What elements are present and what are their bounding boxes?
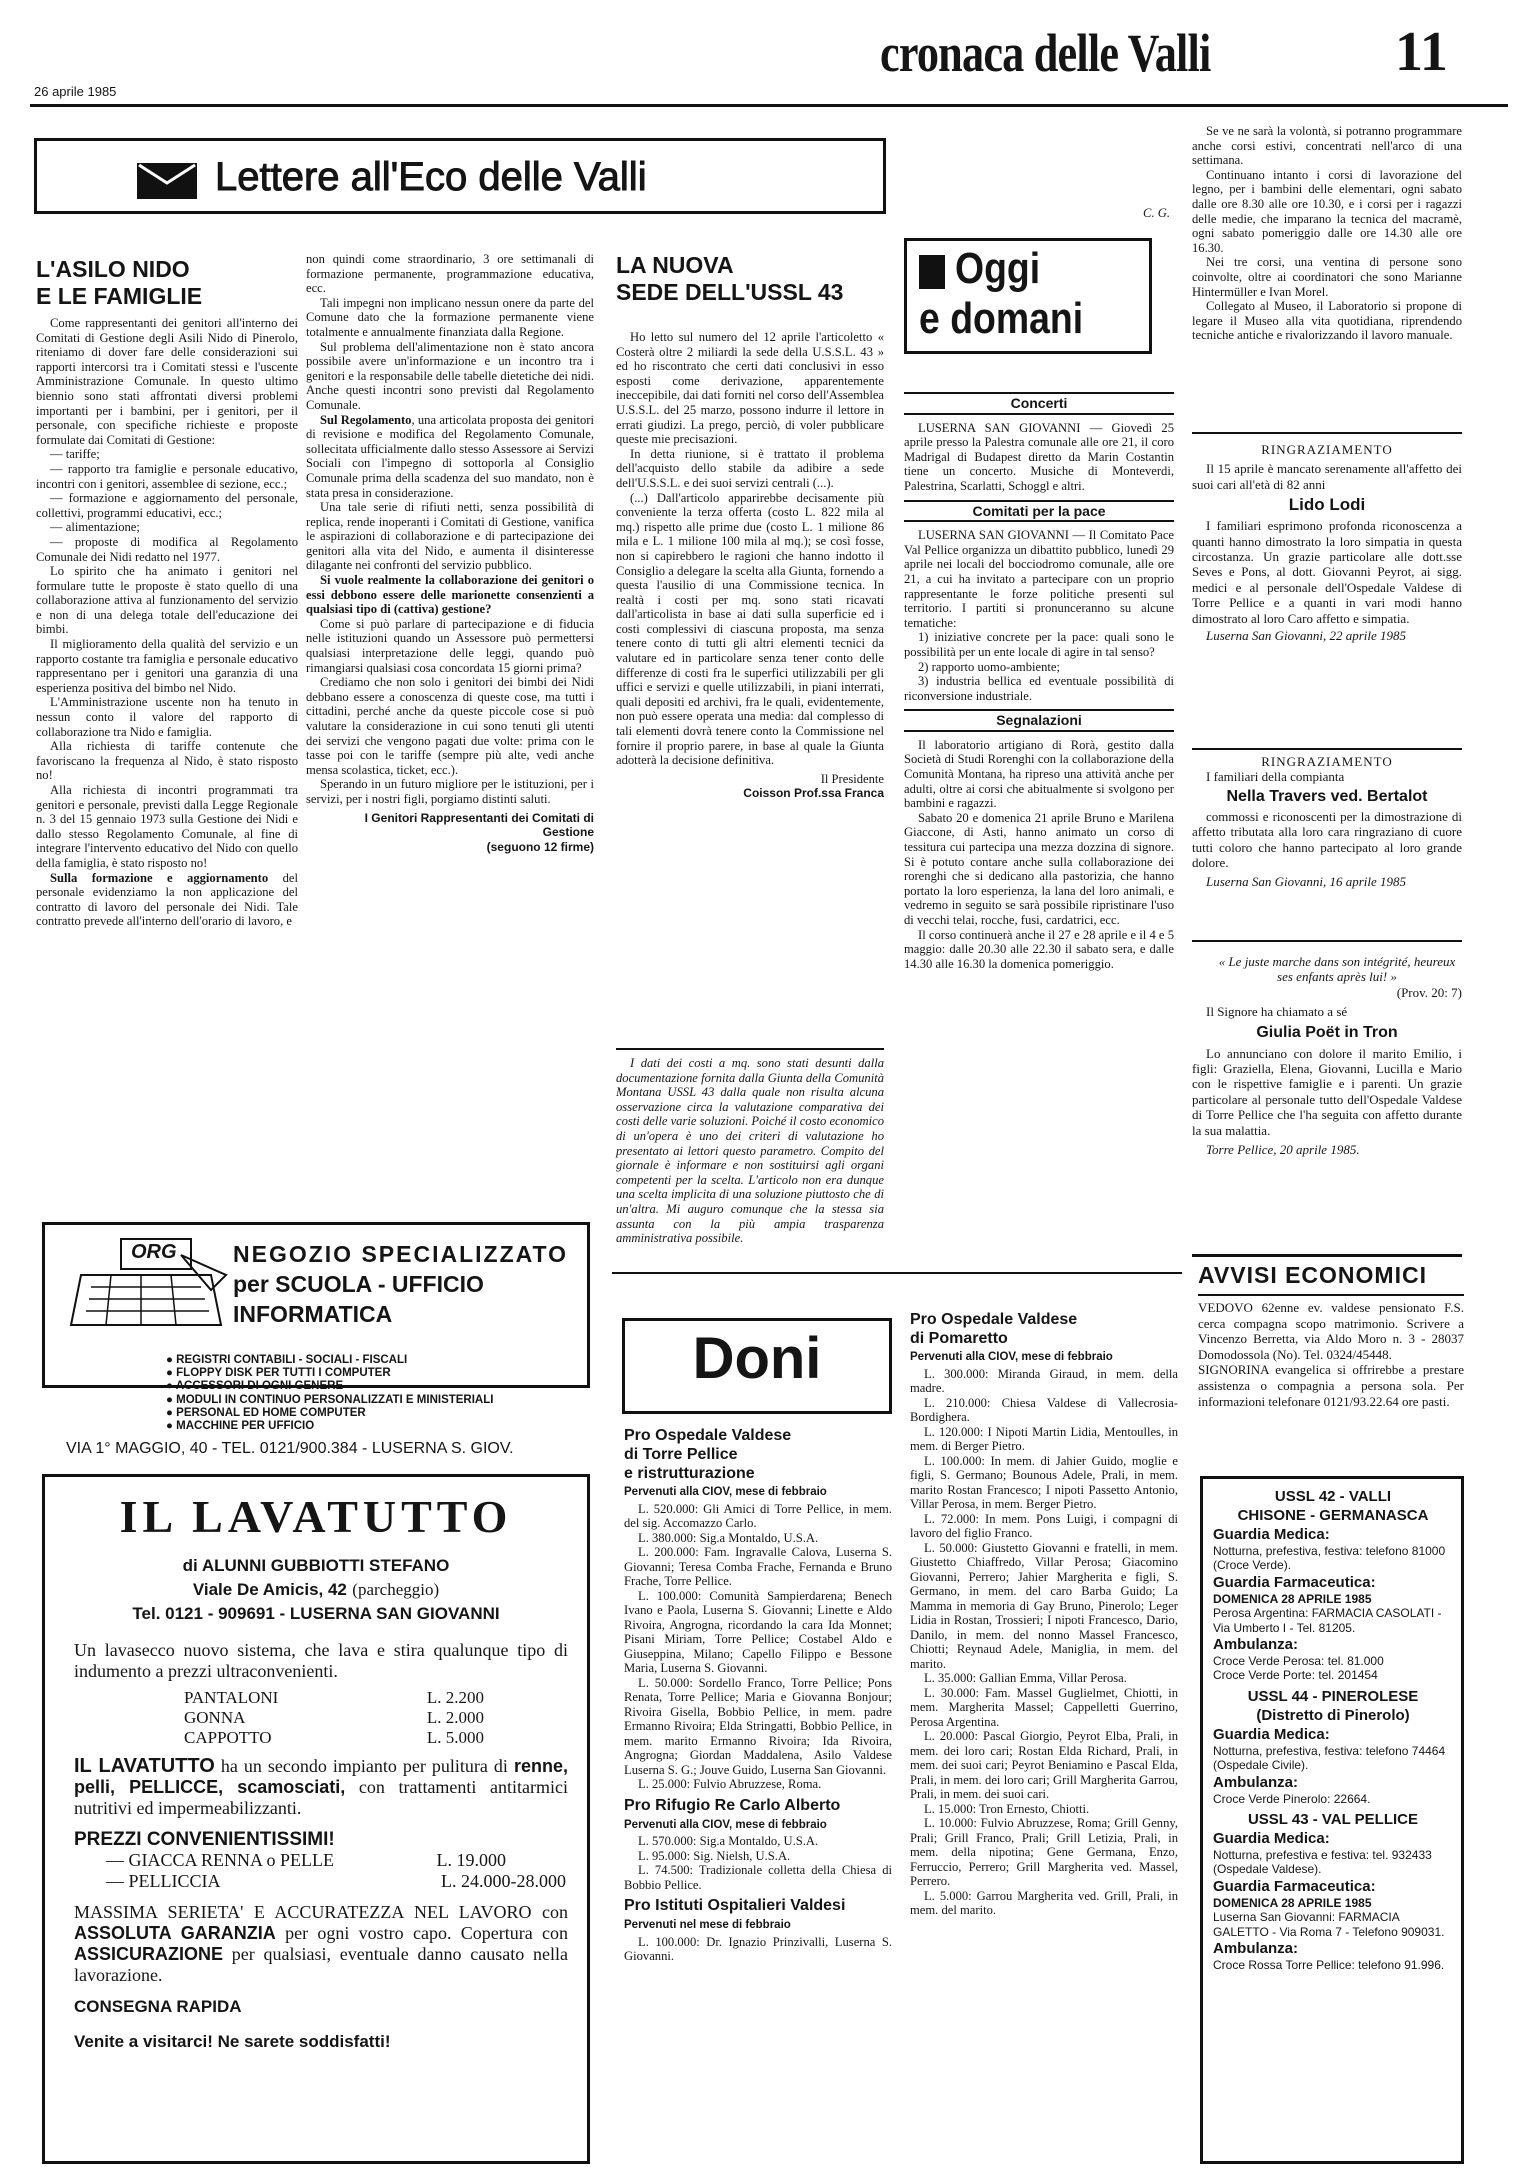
lavatutto-price-list [184, 1688, 484, 1748]
bullet-icon: ● [166, 1420, 177, 1433]
segnalazioni-text: Il corso continuerà anche il 27 e 28 aprile e il 4 e 5 maggio: dalle 20.30 alle 22.30 il sabato sera, e dalle 14.30 alle 16.30 la domenica pomeriggio. [904, 927, 1174, 971]
right-separator [1192, 432, 1462, 434]
necrologio-intro: Il Signore ha chiamato a sé [1206, 1004, 1348, 1020]
doni-entry: L. 10.000: Fulvio Abruzzese, Roma; Grill Genny, Prali; Grill Franco, Prali; Grill Letizia, Prali, in mem. della nipotina; Gene Germana, Enzo, Ferruccio, Perrero; Grill Margherita ved. Massel, Perrero. [910, 1816, 1178, 1888]
doni-entry: L. 200.000: Fam. Ingravalle Calova, Luserna S. Giovanni; Teresa Comba Frache, Fernanda e Bruno Frache, Torre Pellice. [624, 1545, 892, 1588]
guardia-text: Notturna, prefestiva e festiva: tel. 932433 (Ospedale Valdese). [1213, 1848, 1432, 1877]
asilo-bold-lead: Sul Regolamento [320, 412, 412, 427]
ussl-paragraph: (...) Dall'articolo apparirebbe decisamente più conveniente la terza offerta (costo L. 822 mila al mq.) rispetto alle prime due (costo L. 1 milione 86 mila e L. 1 milione 100 mila al mq.); se così fosse, non si capirebbero le ragioni che hanno indotto il Consiglio a delegare la scelta alla Giunta, fornendo a questa l'ausilio di una Commissione tecnica. In realtà i costi per mq. sono stati ricavati dall'articolista in base ai dati sulla superficie ed i costi complessivi di ciascuna proposta, ma senza tenere conto di tutti gli altri elementi tecnici da valutare ed in particolare senza tener conto delle differenze di costi fra le superfici utilizzabili per gli uffici e servizi e quelle utilizzabili, in piani interrati, quali depositi ed archivi, fra le quali, evidentemente, non può essere operata una media: dal complesso di tali elementi dovrà tenere conto la Commissione nel fornire il proprio parere, in base al quale la Giunta adotterà la decisione definitiva. [616, 490, 884, 768]
lavatutto-delivery: CONSEGNA RAPIDA [74, 1997, 242, 2016]
ringraziamento-place: Luserna San Giovanni, 16 aprile 1985 [1206, 874, 1407, 890]
guardia-farmaceutica-label: Guardia Farmaceutica: [1213, 1573, 1376, 1591]
asilo-paragraph: Alla richiesta di incontri programmati tra genitori e personale, previsti dalla Legge Regionale n. 3 del 15 gennaio 1973 sulla Gestione dei Nidi e dallo stesso Regolamento Comunale, al fine di integrare l'intervento educativo del Nido con quello della famiglia, è stato risposto no! [36, 783, 298, 870]
ussl-editor-note-text: I dati dei costi a mq. sono stati desunti dalla documentazione fornita dalla Giunta della Comunità Montana USSL 43 dalla quale non risulta alcuna osservazione circa la valutazione comparativa dei costi delle varie soluzioni. Poiché il costo economico di un'opera è uno dei criteri di valutazione ho presentato ai lettori questo parametro. Compito del giornale è informare e non sostituirsi agli organi competenti per la scelta. L'articolo non era dunque una scelta implicita di una soluzione piuttosto che di un'altra. Mi auguro comunque che la stessa sia assunta con la più ampia trasparenza amministrativa possibile. [616, 1056, 884, 1246]
guardia-text: Notturna, prefestiva, festiva: telefono 81000 (Croce Verde). [1213, 1544, 1446, 1573]
guardia-date: DOMENICA 28 APRILE 1985 [1213, 1591, 1372, 1606]
oggi-column [904, 386, 1174, 971]
price-item: CAPPOTTO [184, 1728, 272, 1747]
ad-org-line: INFORMATICA [233, 1301, 393, 1327]
guardia-text: Croce Verde Pinerolo: 22664. [1213, 1791, 1371, 1806]
offer-price: L. 19.000 [436, 1850, 506, 1870]
necrologio-place: Torre Pellice, 20 aprile 1985. [1206, 1142, 1360, 1158]
asilo-bold-lead: Sulla formazione e aggiornamento [50, 870, 269, 885]
ad-org-item [166, 1394, 586, 1407]
doni-box [622, 1318, 892, 1414]
asilo-text: , una articolata proposta dei genitori di revisione e modifica del Regolamento Comunale, sollecitata ufficialmente dallo stesso Assessore ai Servizi Sociali con l'impegno di sottoporla al Consiglio Comunale prima della scadenza del suo mandato, non è stata presa in considerazione. [306, 412, 594, 500]
price-item: PANTALONI [184, 1688, 279, 1707]
ad-org-item [166, 1367, 586, 1380]
segnalazioni-heading: Segnalazioni [904, 709, 1174, 732]
guardia-date: DOMENICA 28 APRILE 1985 [1213, 1895, 1372, 1910]
guardia-medica-label: Guardia Medica: [1213, 1830, 1330, 1848]
ad-org-item-text: ACCESSORI DI OGNI GENERE [175, 1380, 344, 1393]
ringraziamento-place: Luserna San Giovanni, 22 aprile 1985 [1206, 628, 1407, 644]
oggi-box [904, 238, 1152, 354]
doni-column-1 [624, 1426, 892, 1964]
doni-section-subheading: Pervenuti alla CIOV, mese di febbraio [624, 1818, 827, 1831]
price-value: L. 2.200 [426, 1688, 484, 1707]
lavatutto-text: con trattamenti antitarmici nutritivi ed impermeabilizzanti. [74, 1777, 568, 1818]
ussl-title [616, 252, 843, 306]
lavatutto-bold: renne, pelli, PELLICCE, scamosciati, [74, 1756, 568, 1797]
comitati-list-item: 3) industria bellica ed eventuale possibilità di riconversione industriale. [904, 674, 1174, 703]
ad-org-headline [233, 1239, 568, 1329]
lavatutto-address [42, 1580, 590, 1600]
ad-org-item [166, 1420, 586, 1433]
right-column-top [1192, 124, 1462, 343]
lavatutto-price-row [184, 1728, 484, 1748]
doni-entry: L. 5.000: Garrou Margherita ved. Grill, Prali, in mem. del marito. [910, 1888, 1178, 1917]
doni-section-subheading: Pervenuti nel mese di febbraio [624, 1919, 791, 1931]
ad-org-item-text: PERSONAL ED HOME COMPUTER [176, 1406, 366, 1419]
lavatutto-bold: ASSICURAZIONE [74, 1944, 224, 1964]
avviso-text: VEDOVO 62enne ev. valdese pensionato F.S. cerca compagna scopo matrimonio. Scrivere a Vincenzo Berretta, via Aldo Moro n. 3 - 28037 Domodossola (No). Tel. 0324/45448. [1198, 1300, 1464, 1362]
offer-item: — PELLICCIA [106, 1871, 221, 1891]
lavatutto-guarantee [74, 1902, 568, 1986]
ad-org-item [166, 1407, 586, 1420]
guardia-medica-label: Guardia Medica: [1213, 1526, 1330, 1543]
guardia-heading: (Distretto di Pinerolo) [1256, 1706, 1410, 1724]
ringraziamento-heading: RINGRAZIAMENTO [1261, 442, 1393, 457]
asilo-title-line2: E LE FAMIGLIE [36, 283, 203, 309]
lavatutto-phone: Tel. 0121 - 909691 - LUSERNA SAN GIOVANNI [132, 1604, 500, 1623]
asilo-paragraph: non quindi come straordinario, 3 ore settimanali di formazione permanente, programmazione educativa, ecc. [306, 252, 594, 296]
doni-column-2 [910, 1310, 1178, 1918]
doni-section-heading: Pro Ospedale Valdese [910, 1311, 1078, 1328]
bullet-icon: ● [166, 1367, 177, 1380]
right-separator [1192, 748, 1462, 750]
letters-banner-title: Lettere all'Eco delle Valli [215, 155, 647, 199]
ringraziamento-name: Lido Lodi [1288, 495, 1366, 515]
lavatutto-intro: Un lavasecco nuovo sistema, che lava e stira qualunque tipo di indumento a prezzi ultraconvenienti. [74, 1640, 568, 1681]
asilo-list-item: — alimentazione; [50, 520, 140, 535]
offer-item: — GIACCA RENNA o PELLE [106, 1850, 335, 1870]
guardia-text: Croce Verde Perosa: tel. 81.000 [1213, 1654, 1384, 1669]
concerti-heading: Concerti [904, 392, 1174, 415]
ussl-title-line2: SEDE DELL'USSL 43 [616, 279, 844, 305]
doni-entry: L. 120.000: I Nipoti Martin Lidia, Mentoulles, in mem. di Berger Pietro. [910, 1424, 1178, 1453]
ambulanza-label: Ambulanza: [1213, 1773, 1299, 1791]
header-rule [30, 104, 1508, 107]
guardia-medica-label: Guardia Medica: [1213, 1725, 1330, 1743]
asilo-title [36, 256, 202, 310]
lavatutto-text: per ogni vostro capo. Copertura con [285, 1923, 568, 1943]
avvisi-column [1198, 1300, 1464, 1409]
ad-org-items [166, 1354, 586, 1433]
comitati-list-item: 2) rapporto uomo-ambiente; [918, 659, 1060, 674]
lavatutto-second-plant [74, 1756, 568, 1819]
avvisi-heading: AVVISI ECONOMICI [1198, 1262, 1427, 1288]
necrologio-reference: (Prov. 20: 7) [1396, 984, 1462, 1000]
oggi-title-line1: Oggi [955, 244, 1041, 293]
doni-entry: L. 30.000: Fam. Massel Guglielmet, Chiotti, in mem. Margherita Massel; Cappelletti Guerrino, Perosa Argentina. [910, 1685, 1178, 1729]
ringraziamento-heading: RINGRAZIAMENTO [1261, 754, 1393, 769]
price-item: GONNA [184, 1708, 246, 1727]
lavatutto-offer-row [106, 1850, 506, 1871]
asilo-paragraph: Alla richiesta di tariffe contenute che favoriscano la frequenza al Nido, è stato risposto no! [36, 739, 298, 783]
doni-section-heading: di Pomaretto [910, 1330, 1008, 1347]
ad-org-item-text: MACCHINE PER UFFICIO [176, 1420, 315, 1433]
ussl-editor-signature: C. G. [1143, 206, 1170, 220]
guardia-heading: USSL 44 - PINEROLESE [1247, 1687, 1419, 1705]
avvisi-rule [1198, 1294, 1464, 1296]
price-value: L. 2.000 [426, 1708, 484, 1727]
doni-entry: L. 50.000: Sordello Franco, Torre Pellice; Pons Renata, Torre Pellice; Maria e Giovanna Bonjour; Rivoira Gisella, Bobbio Pellice, in mem. padre Ermanno Rivoira; Elda Stringatti, Bobbio Pellice, in mem. marito Ermanno Rivoira; Ida Rivoira, Angrogna; Giordan Maddalena, Asilo Valdese Luserna S. G.; Jouve Guido, Luserna San Giovanni. [624, 1675, 892, 1777]
lavatutto-parking: (parcheggio) [352, 1580, 440, 1599]
lavatutto-text: per qualsiasi, eventuale danno causato nella lavorazione. [74, 1944, 568, 1985]
lavatutto-body [74, 1640, 568, 2052]
guardia-content [1213, 1487, 1453, 1973]
ringraziamento-lodi [1192, 442, 1462, 643]
guardia-text: Notturna, prefestiva, festiva: telefono 74464 (Ospedale Civile). [1213, 1743, 1446, 1773]
segnalazioni-text: Nei tre corsi, una ventina di persone sono coinvolte, oltre ai coordinatori che sono Marianne Hintermüller e Ivan Morel. [1192, 255, 1462, 299]
necrologio-quote: « Le juste marche dans son intégrité, heureux ses enfants après lui! » [1218, 954, 1456, 985]
lavatutto-title: IL LAVATUTTO [119, 1491, 513, 1542]
bullet-icon: ● [166, 1406, 177, 1419]
letters-banner [34, 138, 886, 214]
doni-section-heading: e ristrutturazione [624, 1465, 755, 1482]
guardia-text: Luserna San Giovanni: FARMACIA GALETTO - Via Roma 7 - Telefono 909031. [1213, 1910, 1445, 1939]
ussl-paragraph: Ho letto sul numero del 12 aprile l'articoletto « Costerà oltre 2 miliardi la sede della U.S.S.L. 43 » ed ho riscontrato che certi dati conclusivi in esso esposti come derivazione, apparentemente ineccepibile, dai dati forniti nel corso dell'Assemblea U.S.S.L. del 25 marzo, possono indurre il lettore in errati giudizi. La prego, perciò, di voler pubblicare queste mie precisazioni. [616, 330, 884, 447]
masthead: cronaca delle Valli [880, 23, 1211, 83]
doni-entry: L. 100.000: Dr. Ignazio Prinzivalli, Luserna S. Giovanni. [624, 1934, 892, 1963]
ad-org-item-text: MODULI IN CONTINUO PERSONALIZZATI E MINISTERIALI [176, 1393, 494, 1406]
segnalazioni-text: Sabato 20 e domenica 21 aprile Bruno e Marilena Giaccone, di Asti, hanno animato un corso di tessitura cui partecipa una mezza dozzina di signore. Si è potuto contare anche sulla collaborazione dei rorenghi che si dedicano alla pastorizia, che hanno portato la loro esperienza, la lana del loro animali, e vedremo in seguito se sarà possibile ripristinare l'uso di vecchi telai, rocche, fusi, cardatrici, ecc. [904, 810, 1174, 927]
necrologio-text: Lo annunciano con dolore il marito Emilio, i figli: Graziella, Elena, Giovanni, Lucilla e Mario con le rispettive famiglie e i parenti. Un grazie particolare al personale tutto dell'Ospedale Valdese di Torre Pellice che l'ha seguita con affetto durante la sua malattia. [1192, 1045, 1462, 1138]
doni-entry: L. 520.000: Gli Amici di Torre Pellice, in mem. del sig. Accomazzo Carlo. [624, 1501, 892, 1530]
ad-org-item [166, 1354, 586, 1367]
guardia-heading: CHISONE - GERMANASCA [1237, 1507, 1429, 1524]
ussl-title-line1: LA NUOVA [616, 252, 734, 278]
lavatutto-brand: IL LAVATUTTO [74, 1755, 215, 1777]
doni-entry: L. 35.000: Gallian Emma, Villar Perosa. [924, 1671, 1127, 1685]
asilo-list-item: — formazione e aggiornamento del personale, collettivi, programmi educativi, ecc.; [36, 491, 298, 520]
ad-org-item-text: FLOPPY DISK PER TUTTI I COMPUTER [176, 1367, 391, 1380]
guardia-heading: USSL 42 - VALLI [1274, 1488, 1392, 1505]
lavatutto-bold: ASSOLUTA GARANZIA [74, 1923, 276, 1943]
bullet-icon: ● [166, 1393, 177, 1406]
doni-entry: L. 570.000: Sig.a Montaldo, U.S.A. [638, 1834, 819, 1848]
office-supplies-logo-icon [61, 1235, 231, 1335]
asilo-text: del personale evidenziamo la non applicazione del contratto di lavoro del personale dei Nidi. Tale contratto prevede all'interno dell'orario di lavoro, e [36, 870, 298, 929]
doni-entry: L. 25.000: Fulvio Abruzzese, Roma. [638, 1777, 822, 1791]
ussl-signature-name: Coisson Prof.ssa Franca [743, 786, 884, 801]
doni-top-rule [612, 1272, 1182, 1274]
doni-entry: L. 300.000: Miranda Giraud, in mem. della madre. [910, 1366, 1178, 1395]
asilo-paragraph: Si vuole realmente la collaborazione dei genitori o essi debbono essere delle marionette consenzienti a qualsiasi tipo di (cattiva) gestione? [306, 573, 594, 617]
ambulanza-label: Ambulanza: [1213, 1940, 1299, 1958]
ad-org-item [166, 1380, 586, 1393]
segnalazioni-text: Il laboratorio artigiano di Rorà, gestito dalla Società di Studi Rorenghi con la collaborazione della Comunità Montana, ha ripreso una attività anche per adulti, oltre ai corsi che abitualmente si svolgono per bambini e ragazzi. [904, 737, 1174, 811]
asilo-paragraph: Tali impegni non implicano nessun onere da parte del Comune dato che la formazione permanente viene totalmente e annualmente finanziata dalla Regione. [306, 295, 594, 339]
bullet-icon: ● [166, 1380, 176, 1393]
asilo-paragraph: Sperando in un futuro migliore per le istituzioni, per i servizi, per i nostri figli, porgiamo distinti saluti. [306, 777, 594, 806]
asilo-paragraph: Una tale serie di rifiuti netti, senza possibilità di replica, rende inoperanti i Comitati di Gestione, vanifica le aspirazioni di collaborazione e di partecipazione dei genitori alla vita del Nido, e aumenta il disinteresse dilagante nei confronti del servizio pubblico. [306, 500, 594, 573]
doni-section-heading: Pro Ospedale Valdese [624, 1427, 792, 1444]
doni-entry: L. 15.000: Tron Ernesto, Chiotti. [924, 1801, 1090, 1816]
lavatutto-offer-row [106, 1871, 566, 1892]
right-separator [1192, 1254, 1462, 1257]
segnalazioni-text: Collegato al Museo, il Laboratorio si propone di legare il Museo alla vita quotidiana, riprendendo tecniche antiche e rivalorizzando il lavoro manuale. [1192, 299, 1462, 343]
asilo-title-line1: L'ASILO NIDO [36, 256, 190, 282]
ringraziamento-text: commossi e riconoscenti per la dimostrazione di affetto tributata alla loro cara ringraziano di cuore tutti coloro che hanno partecipato al loro grande dolore. [1192, 808, 1462, 871]
lavatutto-price-row [184, 1708, 484, 1728]
ad-org-logo-text: ORG [131, 1241, 177, 1263]
asilo-list-item: — tariffe; [50, 447, 100, 462]
lavatutto-text: MASSIMA SERIETA' E ACCURATEZZA NEL LAVORO con [74, 1902, 568, 1922]
avviso-text: SIGNORINA evangelica si offrirebbe a prestare assistenza o compagnia a persona sola. Per informazioni telefonare 0121/93.22.64 ore pasti. [1198, 1362, 1464, 1409]
lavatutto-street: Viale De Amicis, 42 [192, 1580, 347, 1599]
comitati-heading: Comitati per la pace [904, 500, 1174, 523]
guardia-text: Perosa Argentina: FARMACIA CASOLATI - Via Umberto I - Tel. 81205. [1213, 1606, 1442, 1635]
issue-date: 26 aprile 1985 [34, 84, 117, 99]
asilo-column-1 [36, 316, 298, 929]
doni-entry: L. 72.000: In mem. Pons Luigi, i compagni di lavoro del figlio Franco. [910, 1511, 1178, 1540]
right-separator [1192, 940, 1462, 942]
guardia-farmaceutica-label: Guardia Farmaceutica: [1213, 1877, 1376, 1895]
doni-entry: L. 50.000: Giustetto Giovanni e fratelli, in mem. Giustetto Chiaffredo, Villar Perosa; Giacomino Giovanni, Perrero; Jahier Margherita e figli, S. Germano, in mem. del caro Barba Guido; La Mamma in memoria di Gay Bruno, Pinerolo; Leger Lidia in Rostan, Trossieri; I nipoti Francesco, Dario, Danilo, in mem. del nonno Massel Francesco, Chiotti; Reynaud Adele, Maniglia, in mem. del marito. [910, 1540, 1178, 1671]
doni-entry: L. 100.000: In mem. di Jahier Guido, moglie e figli, S. Germano; Bounous Adele, Prali, in mem. marito Rostan Francesco; I nipoti Passetto Antonio, Villar Perosa, in mem. Berger Pietro. [910, 1453, 1178, 1511]
asilo-paragraph: Come si può parlare di partecipazione e di fiducia nelle istituzioni quando un Assessore può permettersi qualsiasi interpretazione delle leggi, quando può rimangiarsi qualsiasi cosa concordata 15 giorni prima? [306, 616, 594, 675]
asilo-signature: I Genitori Rappresentanti dei Comitati di Gestione [364, 810, 594, 840]
doni-entry: L. 380.000: Sig.a Montaldo, U.S.A. [638, 1530, 819, 1545]
envelope-icon [137, 163, 197, 199]
ad-org-line: NEGOZIO SPECIALIZZATO [233, 1241, 569, 1267]
necrologio-name: Giulia Poët in Tron [1256, 1023, 1398, 1041]
ringraziamento-text: I familiari esprimono profonda riconoscenza a quanti hanno dimostrato la loro simpatia in questa circostanza. Un grazie particolare alle dott.sse Seves e Pons, al dott. Giovanni Peyrot, ai sigg. medici e al personale dell'Ospedale Valdese di Torre Pellice e a quanti in vari modi hanno dimostrato al loro Caro affetto e simpatia. [1192, 518, 1462, 626]
ringraziamento-bertalot [1192, 754, 1462, 890]
asilo-paragraph: Crediamo che non solo i genitori dei bimbi dei Nidi debbano essere a conoscenza di queste cose, ma tutti i cittadini, perché anche da queste piccole cose si può valutare la considerazione in cui sono tenuti gli utenti dei servizi che vengono pagati due volte: prima con le tasse poi con le tariffe (sempre più alte, vedi anche mensa scolastica, ticket, ecc.). [306, 675, 594, 777]
ussl-column [616, 330, 884, 801]
ussl-signature-role: Il Presidente [820, 771, 884, 786]
doni-entry: L. 210.000: Chiesa Valdese di Vallecrosia-Bordighera. [910, 1395, 1178, 1424]
ussl-paragraph: In detta riunione, si è trattato il problema dell'acquisto dello stabile da adibire a sede dell'U.S.S.L. e dei suoi servizi centrali (...). [616, 446, 884, 490]
asilo-paragraph: Lo spirito che ha animato i genitori nel formulare tutte le proposte è stato quello di una collaborazione attiva al funzionamento del servizio e non di una delega totale dell'educazione dei bimbi. [36, 564, 298, 637]
guardia-heading: USSL 43 - VAL PELLICE [1247, 1811, 1419, 1829]
segnalazioni-text: Se ve ne sarà la volontà, si potranno programmare anche corsi estivi, concentrati nell'arco di una settimana. [1192, 124, 1462, 168]
asilo-paragraph [36, 871, 298, 929]
ussl-separator [616, 1048, 884, 1050]
asilo-column-2 [306, 252, 594, 854]
ambulanza-label: Ambulanza: [1213, 1636, 1299, 1654]
doni-section-subheading: Pervenuti alla CIOV, mese di febbraio [624, 1486, 827, 1498]
guardia-text: Croce Rossa Torre Pellice: telefono 91.996. [1213, 1958, 1445, 1973]
bullet-icon: ● [166, 1354, 177, 1366]
asilo-paragraph: Sul problema dell'alimentazione non è stato ancora possibile avere un'informazione e un incontro tra i genitori e la responsabile delle tabelle dietetiche dei nidi. Anche questi incontri sono previsti dal Regolamento Comunale. [306, 339, 594, 412]
ringraziamento-name: Nella Travers ved. Bertalot [1226, 787, 1428, 805]
price-value: L. 5.000 [426, 1728, 484, 1747]
asilo-paragraph: Il miglioramento della qualità del servizio e un rapporto costante tra famiglia e personale educativo rappresentano per i genitori una garanzia di una esperienza positiva del bimbo nel Nido. [36, 637, 298, 695]
asilo-paragraph: L'Amministrazione uscente non ha tenuto in nessun conto il valore del rapporto di collaborazione tra Nido e famiglia. [36, 695, 298, 739]
asilo-list-item: — rapporto tra famiglie e personale educativo, incontri con i genitori, assemblee di sezione, ecc.; [36, 461, 298, 491]
asilo-signature-note: (seguono 12 firme) [486, 839, 594, 854]
concerti-text: LUSERNA SAN GIOVANNI — Giovedì 25 aprile presso la Palestra comunale alle ore 21, il coro Madrigal di Budapest diretto da Marin Costantin tiene un concerto. Musiche di Monteverdi, Palestrina, Scarlatti, Schoggl e altri. [904, 420, 1174, 493]
asilo-paragraph: Come rappresentanti dei genitori all'interno dei Comitati di Gestione degli Asili Nido di Pinerolo, riteniamo di dover fare delle considerazioni sui rapporti intercorsi tra i Comitati stessi e l'uscente Amministrazione Comunale. In questo ultimo biennio sono stati affrontati diversi problemi importanti per i bambini, per i genitori, per il personale, con specifiche richieste e proposte formulate dai Comitati di Gestione: [36, 316, 298, 447]
doni-entry: L. 74.500: Tradizionale colletta della Chiesa di Bobbio Pellice. [624, 1863, 892, 1892]
offer-price: L. 24.000-28.000 [441, 1871, 566, 1891]
guardia-text: Croce Verde Porte: tel. 201454 [1213, 1668, 1378, 1683]
ad-org-line: per SCUOLA - UFFICIO [233, 1271, 484, 1297]
oggi-title-line2: e domani [919, 294, 1084, 343]
comitati-list-item: 1) iniziative concrete per la pace: quali sono le possibilità per un ente locale di agire in tal senso? [904, 630, 1174, 659]
doni-entry: L. 100.000: Comunità Sampierdarena; Benech Ivano e Paola, Luserna S. Giovanni; Linette e Aldo Rivoira, Angrogna, ricordando la cara Ida Monnet; Pisani Miriam, Torre Pellice; Costabel Aldo e Giuseppina, Milano; Capello Filippo e Bessone Maria, Luserna S. Giovanni. [624, 1588, 892, 1675]
doni-section-heading: Pro Rifugio Re Carlo Alberto [624, 1796, 841, 1814]
doni-section-heading: di Torre Pellice [624, 1446, 738, 1463]
doni-entry: L. 95.000: Sig. Nielsh, U.S.A. [638, 1848, 791, 1863]
ad-org-item-text: REGISTRI CONTABILI - SOCIALI - FISCALI [176, 1354, 408, 1366]
comitati-text: LUSERNA SAN GIOVANNI — Il Comitato Pace Val Pellice organizza un dibattito pubblico, lunedì 29 aprile nei locali del bocciodromo comunale, alle ore 21, a cui ha invitato a partecipare con un proprio rappresentante le forze politiche presenti sul territorio. I partiti si pronunceranno su alcune tematiche: [904, 528, 1174, 630]
guardia-box [1200, 1476, 1464, 2164]
lavatutto-owner: di ALUNNI GUBBIOTTI STEFANO [182, 1556, 450, 1575]
page-number: 11 [1395, 21, 1448, 83]
lavatutto-text: ha un secondo impianto per pulitura di [220, 1756, 508, 1776]
doni-title: Doni [692, 1326, 822, 1391]
lavatutto-convenient: PREZZI CONVENIENTISSIMI! [74, 1829, 335, 1850]
ringraziamento-intro: I familiari della compianta [1206, 769, 1345, 785]
lavatutto-visit: Venite a visitarci! Ne sarete soddisfatti! [74, 2032, 391, 2051]
ussl-editor-note [616, 1056, 884, 1246]
doni-entry: L. 20.000: Pascal Giorgio, Peyrot Elba, Prali, in mem. dei loro cari; Rostan Elda Richard, Prali, in mem. dei suoi cari; Peyrot Beniamino e Pascal Elda, Prali, in mem. dei loro cari; Grill Margherita Garrou, Prali, in mem. dei suoi cari. [910, 1729, 1178, 1801]
doni-section-subheading: Pervenuti alla CIOV, mese di febbraio [910, 1351, 1113, 1363]
square-bullet-icon [919, 255, 945, 289]
lavatutto-price-row [184, 1688, 484, 1708]
asilo-list-item: — proposte di modifica al Regolamento Comunale dei Nidi redatto nel 1977. [36, 534, 298, 564]
doni-section-heading: Pro Istituti Ospitalieri Valdesi [624, 1897, 846, 1914]
necrologio-poet [1192, 954, 1462, 1157]
asilo-paragraph [306, 413, 594, 501]
ringraziamento-intro: Il 15 aprile è mancato serenamente all'affetto dei suoi cari all'età di 82 anni [1192, 461, 1462, 492]
ad-org-address: VIA 1° MAGGIO, 40 - TEL. 0121/900.384 - LUSERNA S. GIOV. [66, 1440, 514, 1457]
segnalazioni-text: Continuano intanto i corsi di lavorazione del legno, per i bambini delle elementari, ogni sabato dalle ore 8.30 alle ore 10.30, e i corsi per i ragazzi delle medie, che imparano la tecnica del macramè, ogni sabato pomeriggio dalle ore 14.30 alle ore 16.30. [1192, 167, 1462, 255]
